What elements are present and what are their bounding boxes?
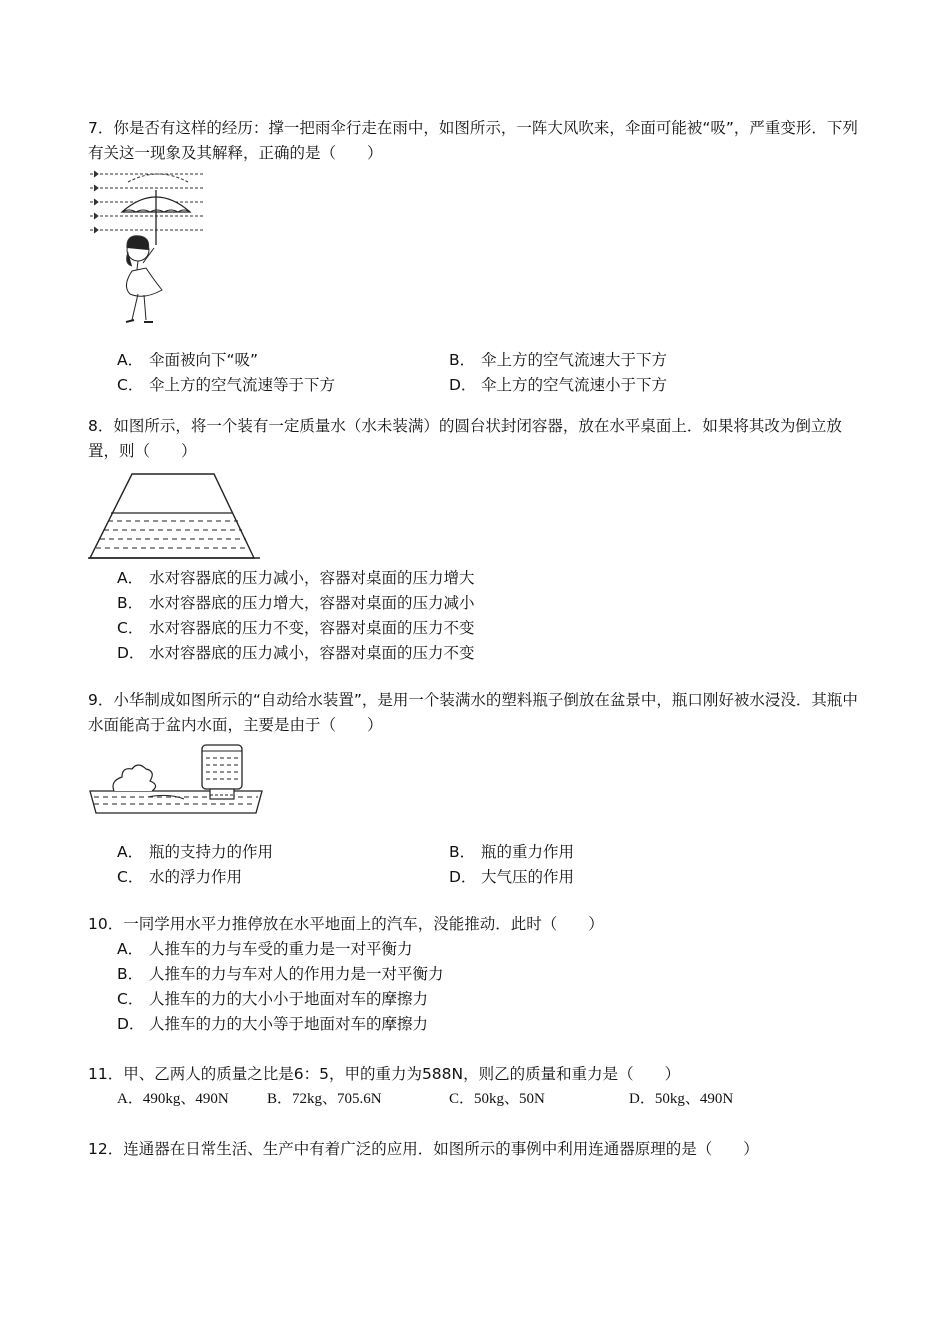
- question-9-options: [117, 840, 858, 890]
- question-9-option-c[interactable]: C． 水的浮力作用: [117, 868, 243, 886]
- question-11-option-a[interactable]: A．490kg、490N: [117, 1091, 229, 1107]
- question-8-option-b[interactable]: B． 水对容器底的压力增大，容器对桌面的压力减小: [117, 594, 475, 612]
- question-12: [88, 1137, 858, 1162]
- question-8-options: [117, 566, 858, 666]
- question-7-option-b[interactable]: B． 伞上方的空气流速大于下方: [449, 351, 668, 369]
- question-11: [88, 1062, 858, 1112]
- question-11-stem: 11．甲、乙两人的质量之比是6：5，甲的重力为588N，则乙的质量和重力是（ ）: [88, 1065, 681, 1083]
- question-10-options: [117, 937, 858, 1037]
- question-9-option-b[interactable]: B． 瓶的重力作用: [449, 843, 575, 861]
- question-8: [88, 414, 858, 666]
- question-9: [88, 688, 858, 890]
- question-9-option-d[interactable]: D． 大气压的作用: [449, 868, 575, 886]
- question-7-stem: 7．你是否有这样的经历：撑一把雨伞行走在雨中，如图所示，一阵大风吹来，伞面可能被“吸”，严重变形．下列有关这一现象及其解释，正确的是（ ）: [88, 119, 858, 162]
- question-10-option-d[interactable]: D． 人推车的力的大小等于地面对车的摩擦力: [117, 1015, 429, 1033]
- question-7: [88, 116, 858, 398]
- question-7-option-a[interactable]: A． 伞面被向下“吸”: [117, 351, 259, 369]
- question-11-option-c[interactable]: C．50kg、50N: [449, 1091, 545, 1107]
- umbrella-figure: [88, 168, 218, 338]
- question-11-option-b[interactable]: B．72kg、705.6N: [267, 1091, 382, 1107]
- question-7-options: [117, 348, 858, 398]
- question-12-stem: 12．连通器在日常生活、生产中有着广泛的应用．如图所示的事例中利用连通器原理的是（ ）: [88, 1140, 759, 1158]
- question-8-option-d[interactable]: D． 水对容器底的压力减小，容器对桌面的压力不变: [117, 644, 475, 662]
- question-10-option-a[interactable]: A． 人推车的力与车受的重力是一对平衡力: [117, 940, 413, 958]
- question-10-option-c[interactable]: C． 人推车的力的大小小于地面对车的摩擦力: [117, 990, 429, 1008]
- water-feeder-figure: [88, 741, 268, 819]
- question-10: [88, 912, 858, 1037]
- question-11-options: [117, 1087, 858, 1112]
- question-8-option-c[interactable]: C． 水对容器底的压力不变，容器对桌面的压力不变: [117, 619, 475, 637]
- question-8-option-a[interactable]: A． 水对容器底的压力减小，容器对桌面的压力增大: [117, 569, 475, 587]
- container-figure: [88, 468, 268, 564]
- question-7-option-c[interactable]: C． 伞上方的空气流速等于下方: [117, 376, 336, 394]
- question-7-option-d[interactable]: D． 伞上方的空气流速小于下方: [449, 376, 668, 394]
- question-9-stem: 9．小华制成如图所示的“自动给水装置”，是用一个装满水的塑料瓶子倒放在盆景中，瓶口刚好被水浸没．其瓶中水面能高于盆内水面，主要是由于（ ）: [88, 691, 858, 734]
- question-11-option-d[interactable]: D．50kg、490N: [629, 1091, 734, 1107]
- question-10-stem: 10．一同学用水平力推停放在水平地面上的汽车，没能推动．此时（ ）: [88, 915, 604, 933]
- question-10-option-b[interactable]: B． 人推车的力与车对人的作用力是一对平衡力: [117, 965, 444, 983]
- question-8-stem: 8．如图所示，将一个装有一定质量水（水未装满）的圆台状封闭容器，放在水平桌面上．如果将其改为倒立放置，则（ ）: [88, 417, 842, 460]
- question-9-option-a[interactable]: A． 瓶的支持力的作用: [117, 843, 274, 861]
